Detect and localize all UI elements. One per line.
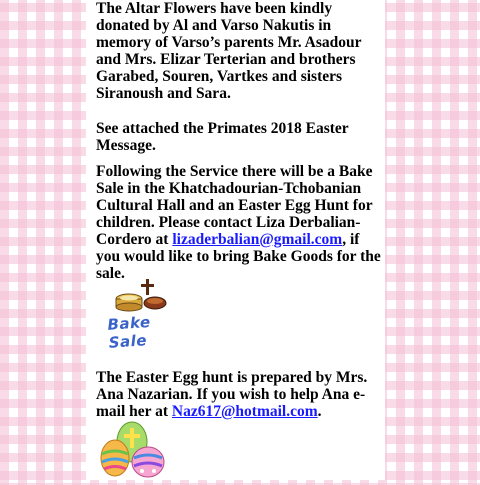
naz-email-link[interactable]: Naz617@hotmail.com [171,403,318,420]
egg-hunt-text-end: . [317,403,322,420]
egg-hunt-paragraph [96,369,386,420]
easter-eggs-icon [98,414,172,480]
bake-sale-icon [106,277,190,352]
bake-sale-paragraph [96,163,386,282]
liza-email-link[interactable]: lizaderbalian@gmail.com [172,231,343,248]
egg-hunt-text: The Easter Egg hunt is prepared by Mrs. Ana Nazarian. If you wish to help Ana e-mail her at [96,369,368,420]
document-body [96,0,386,420]
bake-sale-label: Bake Sale [106,312,152,352]
primates-message-paragraph: See attached the Primates 2018 Easter Message. [96,120,349,154]
bake-sale-text: Following the Service there will be a Bake Sale in the Khatchadourian-Tchobanian Cultural Hall and an Easter Egg Hunt for children. Please contact Liza Derbalian-Cordero at [96,163,373,248]
bake-sale-text-end: , if you would like to bring Bake Goods for the sale. [96,231,381,282]
easter-eggs-illustration [98,414,172,480]
altar-flowers-paragraph: The Altar Flowers have been kindly donated by Al and Varso Nakutis in memory of Varso’s parents Mr. Asadour and Mrs. Elizar Terterian and brothers Garabed, Souren, Vartkes and sisters Siranoush and Sara. [96,0,362,102]
